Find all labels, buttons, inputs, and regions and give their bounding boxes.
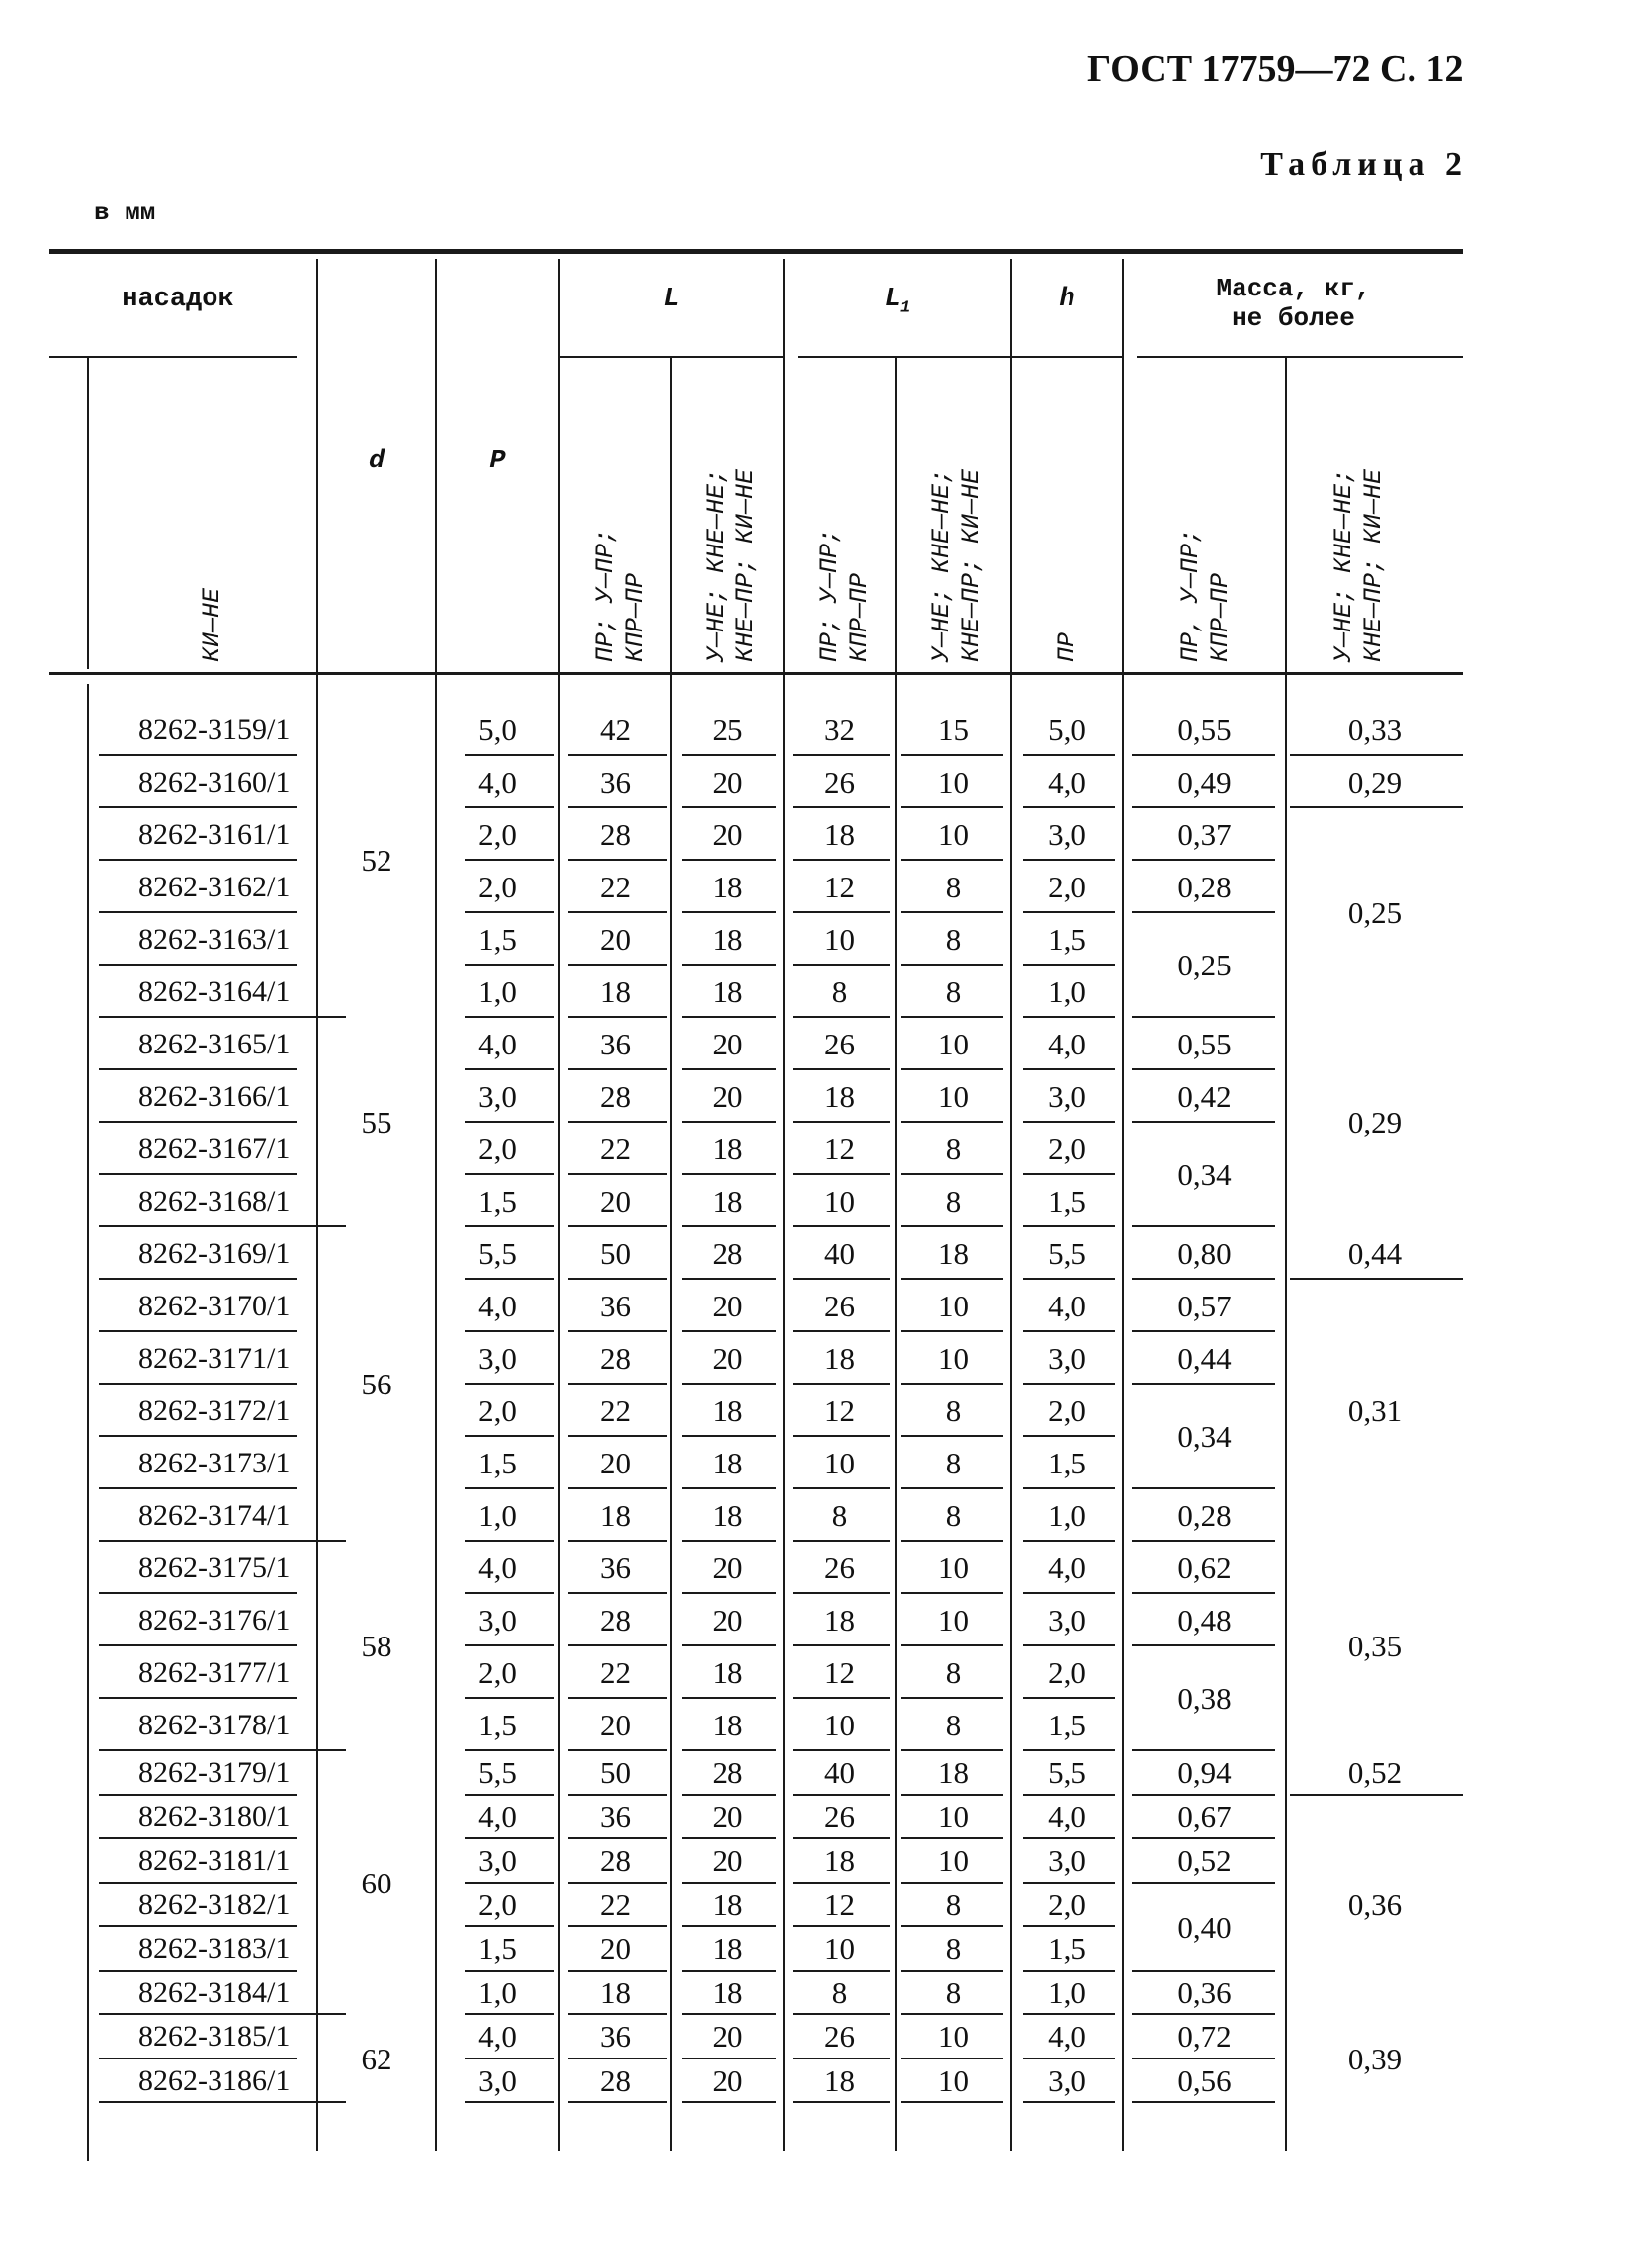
- mass_b_groups-cell: 0,29: [1347, 765, 1403, 799]
- cell-underline: [465, 2101, 554, 2103]
- mass_a_groups-cell: 0,37: [1177, 817, 1232, 852]
- cell-l-b: 18: [712, 870, 743, 904]
- cell-code: 8262-3162/1: [138, 871, 291, 903]
- mass_b_groups-cell: 0,52: [1347, 1755, 1403, 1790]
- header-L: L: [663, 285, 680, 314]
- cell-l-a: 22: [600, 1655, 631, 1690]
- cell-l1-a: 12: [824, 1655, 855, 1690]
- cell-p: 3,0: [478, 1843, 517, 1878]
- mass_a_groups-cell: 0,28: [1177, 1498, 1232, 1533]
- cell-l-b: 18: [712, 1446, 743, 1480]
- cell-l1-a: 18: [824, 1341, 855, 1376]
- mass_a_groups-cell: 0,94: [1177, 1755, 1232, 1790]
- cell-l1-b: 8: [945, 1446, 962, 1480]
- header-p: P: [489, 447, 506, 476]
- cell-h: 2,0: [1048, 1132, 1086, 1166]
- cell-p: 3,0: [478, 2062, 517, 2098]
- cell-p: 5,5: [478, 1755, 517, 1790]
- cell-l-a: 36: [600, 1551, 631, 1585]
- header-L1-b: У—НЕ; КНЕ—НЕ; КНЕ—ПР; КИ—НЕ: [927, 468, 985, 662]
- mass_a_groups-cell: 0,44: [1177, 1341, 1232, 1376]
- cell-underline: [682, 2101, 776, 2103]
- cell-l-b: 20: [712, 1027, 743, 1061]
- cell-h: 1,5: [1048, 1184, 1086, 1218]
- header-d: d: [368, 447, 385, 476]
- cell-l-b: 18: [712, 1132, 743, 1166]
- cell-code: 8262-3163/1: [138, 923, 291, 956]
- cell-l1-b: 8: [945, 1974, 962, 2010]
- cell-l-b: 18: [712, 1931, 743, 1966]
- d_groups-cell: 55: [361, 1105, 392, 1139]
- cell-l1-b: 10: [938, 1799, 969, 1834]
- cell-p: 1,5: [478, 1184, 517, 1218]
- cell-l1-a: 8: [831, 1498, 848, 1533]
- cell-l1-a: 40: [824, 1755, 855, 1790]
- mass_a_groups-cell: 0,62: [1177, 1551, 1232, 1585]
- cell-h: 3,0: [1048, 1341, 1086, 1376]
- d_groups-rule: [257, 2101, 346, 2103]
- cell-l-a: 28: [600, 1079, 631, 1114]
- mass_a_groups-cell: 0,34: [1177, 1419, 1232, 1454]
- cell-l-a: 18: [600, 1974, 631, 2010]
- cell-h: 1,5: [1048, 922, 1086, 957]
- cell-h: 3,0: [1048, 2062, 1086, 2098]
- cell-l1-b: 18: [938, 1755, 969, 1790]
- cell-l1-b: 10: [938, 765, 969, 799]
- cell-l1-b: 10: [938, 1341, 969, 1376]
- cell-l-a: 20: [600, 1931, 631, 1966]
- cell-l-b: 20: [712, 1843, 743, 1878]
- mass_a_groups-cell: 0,25: [1177, 948, 1232, 982]
- cell-h: 1,5: [1048, 1446, 1086, 1480]
- cell-h: 4,0: [1048, 2019, 1086, 2054]
- header-h: h: [1059, 285, 1075, 314]
- cell-l-b: 20: [712, 1341, 743, 1376]
- mass_a_groups-cell: 0,40: [1177, 1909, 1232, 1945]
- cell-l-a: 18: [600, 1498, 631, 1533]
- cell-code: 8262-3159/1: [138, 714, 291, 746]
- d_groups-cell: 52: [361, 843, 392, 878]
- cell-p: 4,0: [478, 1799, 517, 1834]
- cell-l-a: 20: [600, 1708, 631, 1742]
- cell-l-b: 20: [712, 2062, 743, 2098]
- cell-l1-b: 10: [938, 2019, 969, 2054]
- cell-p: 1,0: [478, 1498, 517, 1533]
- cell-l1-a: 26: [824, 1289, 855, 1323]
- units-label: в мм: [94, 198, 156, 227]
- cell-p: 3,0: [478, 1341, 517, 1376]
- cell-l1-a: 26: [824, 1551, 855, 1585]
- cell-l1-b: 8: [945, 870, 962, 904]
- cell-code: 8262-3169/1: [138, 1237, 291, 1270]
- cell-l1-b: 8: [945, 1931, 962, 1966]
- cell-h: 3,0: [1048, 1603, 1086, 1638]
- cell-l1-a: 10: [824, 1931, 855, 1966]
- cell-l-a: 50: [600, 1236, 631, 1271]
- cell-code: 8262-3161/1: [138, 818, 291, 851]
- d_groups-cell: 62: [361, 2042, 392, 2076]
- cell-p: 4,0: [478, 765, 517, 799]
- cell-l-b: 20: [712, 1551, 743, 1585]
- cell-l1-a: 18: [824, 817, 855, 852]
- header-L1-sub: 1: [900, 298, 911, 318]
- cell-l1-b: 10: [938, 1289, 969, 1323]
- cell-h: 1,0: [1048, 1974, 1086, 2010]
- mass_a_groups-rule: [1132, 2101, 1275, 2103]
- cell-l1-a: 40: [824, 1236, 855, 1271]
- mass_a_groups-cell: 0,80: [1177, 1236, 1232, 1271]
- cell-l-a: 36: [600, 1799, 631, 1834]
- cell-l1-b: 8: [945, 1184, 962, 1218]
- cell-p: 5,5: [478, 1236, 517, 1271]
- cell-p: 4,0: [478, 2019, 517, 2054]
- cell-code: 8262-3173/1: [138, 1447, 291, 1479]
- cell-l1-a: 18: [824, 1079, 855, 1114]
- cell-l-a: 20: [600, 1184, 631, 1218]
- cell-l1-a: 8: [831, 974, 848, 1009]
- mass_b_groups-cell: 0,33: [1347, 713, 1403, 747]
- cell-l1-b: 8: [945, 974, 962, 1009]
- cell-h: 2,0: [1048, 870, 1086, 904]
- cell-l-a: 36: [600, 2019, 631, 2054]
- mass_a_groups-cell: 0,36: [1177, 1974, 1232, 2010]
- cell-h: 5,5: [1048, 1236, 1086, 1271]
- cell-h: 3,0: [1048, 1843, 1086, 1878]
- cell-code: 8262-3185/1: [138, 2020, 291, 2053]
- d_groups-cell: 58: [361, 1629, 392, 1663]
- cell-h: 1,5: [1048, 1931, 1086, 1966]
- mass_b_groups-cell: 0,39: [1347, 2042, 1403, 2076]
- mass_a_groups-cell: 0,56: [1177, 2062, 1232, 2098]
- cell-l-b: 20: [712, 817, 743, 852]
- cell-code: 8262-3178/1: [138, 1709, 291, 1741]
- cell-h: 1,5: [1048, 1708, 1086, 1742]
- cell-l1-b: 15: [938, 713, 969, 747]
- cell-l-b: 20: [712, 765, 743, 799]
- cell-l1-b: 8: [945, 1393, 962, 1428]
- cell-l-b: 28: [712, 1755, 743, 1790]
- cell-l-b: 20: [712, 1603, 743, 1638]
- mass_a_groups-cell: 0,55: [1177, 713, 1232, 747]
- cell-l1-b: 10: [938, 1027, 969, 1061]
- cell-l-a: 36: [600, 1027, 631, 1061]
- cell-p: 2,0: [478, 1132, 517, 1166]
- cell-code: 8262-3167/1: [138, 1133, 291, 1165]
- mass_a_groups-cell: 0,28: [1177, 870, 1232, 904]
- cell-p: 1,0: [478, 1974, 517, 2010]
- header-nasadok: насадок: [122, 285, 234, 314]
- cell-h: 4,0: [1048, 1027, 1086, 1061]
- cell-l1-b: 8: [945, 1655, 962, 1690]
- cell-h: 2,0: [1048, 1887, 1086, 1922]
- header-L1-main: L: [884, 285, 900, 314]
- cell-h: 4,0: [1048, 1551, 1086, 1585]
- cell-p: 2,0: [478, 1393, 517, 1428]
- cell-l1-a: 18: [824, 2062, 855, 2098]
- cell-l1-a: 26: [824, 1027, 855, 1061]
- cell-l-a: 28: [600, 817, 631, 852]
- cell-l-b: 18: [712, 1974, 743, 2010]
- cell-l-b: 18: [712, 1655, 743, 1690]
- cell-l-a: 50: [600, 1755, 631, 1790]
- cell-code: 8262-3175/1: [138, 1552, 291, 1584]
- mass_b_groups-cell: 0,36: [1347, 1887, 1403, 1922]
- cell-code: 8262-3164/1: [138, 975, 291, 1008]
- cell-code: 8262-3179/1: [138, 1756, 291, 1789]
- cell-l1-b: 18: [938, 1236, 969, 1271]
- cell-l1-a: 12: [824, 1132, 855, 1166]
- cell-p: 1,5: [478, 1931, 517, 1966]
- mass_b_groups-cell: 0,35: [1347, 1629, 1403, 1663]
- cell-p: 4,0: [478, 1289, 517, 1323]
- cell-l1-b: 10: [938, 1603, 969, 1638]
- cell-code: 8262-3168/1: [138, 1185, 291, 1218]
- cell-l1-b: 8: [945, 1708, 962, 1742]
- cell-p: 1,0: [478, 974, 517, 1009]
- header-h-a: ПР: [1053, 631, 1081, 662]
- mass_a_groups-cell: 0,72: [1177, 2019, 1232, 2054]
- cell-l-a: 28: [600, 1341, 631, 1376]
- cell-l-a: 36: [600, 765, 631, 799]
- cell-underline: [1023, 2101, 1115, 2103]
- cell-h: 3,0: [1048, 1079, 1086, 1114]
- cell-code: 8262-3181/1: [138, 1844, 291, 1877]
- cell-p: 5,0: [478, 713, 517, 747]
- cell-l1-a: 26: [824, 765, 855, 799]
- header-L1-a: ПР; У—ПР; КПР—ПР: [815, 528, 874, 662]
- cell-code: 8262-3182/1: [138, 1888, 291, 1921]
- cell-h: 1,0: [1048, 1498, 1086, 1533]
- cell-l1-a: 8: [831, 1974, 848, 2010]
- cell-code: 8262-3174/1: [138, 1499, 291, 1532]
- cell-l1-b: 8: [945, 1887, 962, 1922]
- cell-l-b: 20: [712, 2019, 743, 2054]
- header-L-b: У—НЕ; КНЕ—НЕ; КНЕ—ПР; КИ—НЕ: [702, 468, 760, 662]
- cell-l1-a: 12: [824, 1393, 855, 1428]
- header-L-a: ПР; У—ПР; КПР—ПР: [591, 528, 649, 662]
- cell-code: 8262-3171/1: [138, 1342, 291, 1375]
- cell-l1-a: 18: [824, 1603, 855, 1638]
- cell-l-b: 28: [712, 1236, 743, 1271]
- cell-l-a: 22: [600, 870, 631, 904]
- cell-h: 3,0: [1048, 817, 1086, 852]
- cell-code: 8262-3184/1: [138, 1975, 291, 2009]
- cell-h: 5,5: [1048, 1755, 1086, 1790]
- cell-underline: [568, 2101, 667, 2103]
- cell-l1-b: 10: [938, 1079, 969, 1114]
- cell-l-b: 18: [712, 1498, 743, 1533]
- cell-l1-b: 10: [938, 1843, 969, 1878]
- mass_a_groups-cell: 0,49: [1177, 765, 1232, 799]
- cell-l-a: 22: [600, 1132, 631, 1166]
- cell-l-a: 28: [600, 1603, 631, 1638]
- header-mass-b: У—НЕ; КНЕ—НЕ; КНЕ—ПР; КИ—НЕ: [1329, 468, 1388, 662]
- cell-l1-b: 8: [945, 1498, 962, 1533]
- header-mass: Масса, кг, не более: [1216, 274, 1371, 333]
- mass_b_groups-cell: 0,44: [1347, 1236, 1403, 1271]
- cell-h: 1,0: [1048, 974, 1086, 1009]
- cell-code: 8262-3170/1: [138, 1290, 291, 1322]
- cell-p: 1,5: [478, 1708, 517, 1742]
- mass_a_groups-cell: 0,67: [1177, 1799, 1232, 1834]
- cell-l-b: 18: [712, 1393, 743, 1428]
- cell-l-b: 18: [712, 922, 743, 957]
- cell-p: 3,0: [478, 1603, 517, 1638]
- cell-l1-a: 10: [824, 1708, 855, 1742]
- cell-l-a: 20: [600, 1446, 631, 1480]
- cell-l-b: 18: [712, 974, 743, 1009]
- cell-l-b: 20: [712, 1799, 743, 1834]
- cell-l-b: 20: [712, 1079, 743, 1114]
- d_groups-cell: 56: [361, 1367, 392, 1401]
- cell-p: 2,0: [478, 1655, 517, 1690]
- mass_b_groups-cell: 0,25: [1347, 895, 1403, 930]
- d_groups-cell: 60: [361, 1866, 392, 1900]
- cell-l-b: 25: [712, 713, 743, 747]
- cell-l-b: 18: [712, 1887, 743, 1922]
- mass_b_groups-cell: 0,29: [1347, 1105, 1403, 1139]
- cell-l1-a: 10: [824, 1184, 855, 1218]
- cell-code: 8262-3177/1: [138, 1656, 291, 1689]
- data-table: [49, 249, 1463, 2166]
- cell-code: 8262-3180/1: [138, 1800, 291, 1833]
- header-mass-a: ПР, У—ПР; КПР—ПР: [1176, 528, 1235, 662]
- cell-l1-b: 10: [938, 1551, 969, 1585]
- cell-l-a: 28: [600, 2062, 631, 2098]
- mass_a_groups-cell: 0,55: [1177, 1027, 1232, 1061]
- table-body: [49, 249, 1463, 2166]
- cell-l-a: 28: [600, 1843, 631, 1878]
- cell-code: 8262-3186/1: [138, 2063, 291, 2097]
- cell-l-b: 20: [712, 1289, 743, 1323]
- cell-l1-a: 10: [824, 1446, 855, 1480]
- cell-l1-b: 10: [938, 2062, 969, 2098]
- cell-code: 8262-3183/1: [138, 1932, 291, 1965]
- cell-l1-a: 32: [824, 713, 855, 747]
- mass_a_groups-cell: 0,48: [1177, 1603, 1232, 1638]
- cell-p: 4,0: [478, 1551, 517, 1585]
- mass_b_groups-cell: 0,31: [1347, 1393, 1403, 1428]
- cell-h: 4,0: [1048, 1289, 1086, 1323]
- cell-l-a: 22: [600, 1393, 631, 1428]
- mass_a_groups-cell: 0,34: [1177, 1157, 1232, 1192]
- cell-l1-b: 8: [945, 922, 962, 957]
- cell-h: 4,0: [1048, 765, 1086, 799]
- mass_a_groups-cell: 0,38: [1177, 1681, 1232, 1716]
- cell-code: 8262-3176/1: [138, 1604, 291, 1637]
- cell-underline: [793, 2101, 890, 2103]
- cell-p: 4,0: [478, 1027, 517, 1061]
- cell-p: 3,0: [478, 1079, 517, 1114]
- cell-h: 4,0: [1048, 1799, 1086, 1834]
- header-ki-ne: КИ—НЕ: [198, 587, 226, 662]
- cell-code: 8262-3160/1: [138, 766, 291, 798]
- cell-h: 2,0: [1048, 1393, 1086, 1428]
- cell-underline: [901, 2101, 1003, 2103]
- cell-l-a: 36: [600, 1289, 631, 1323]
- cell-l1-b: 10: [938, 817, 969, 852]
- cell-p: 1,5: [478, 922, 517, 957]
- cell-code: 8262-3172/1: [138, 1394, 291, 1427]
- mass_a_groups-cell: 0,42: [1177, 1079, 1232, 1114]
- cell-l1-a: 12: [824, 870, 855, 904]
- cell-l-a: 20: [600, 922, 631, 957]
- cell-l1-a: 10: [824, 922, 855, 957]
- cell-l-a: 22: [600, 1887, 631, 1922]
- cell-h: 2,0: [1048, 1655, 1086, 1690]
- cell-p: 1,5: [478, 1446, 517, 1480]
- cell-l-a: 42: [600, 713, 631, 747]
- cell-l1-a: 12: [824, 1887, 855, 1922]
- cell-p: 2,0: [478, 817, 517, 852]
- cell-l1-a: 26: [824, 1799, 855, 1834]
- table-title: Таблица 2: [1260, 146, 1468, 183]
- cell-l-a: 18: [600, 974, 631, 1009]
- cell-l-b: 18: [712, 1184, 743, 1218]
- document-code: ГОСТ 17759—72 С. 12: [1087, 48, 1464, 90]
- cell-l1-a: 18: [824, 1843, 855, 1878]
- cell-l1-a: 26: [824, 2019, 855, 2054]
- cell-h: 5,0: [1048, 713, 1086, 747]
- cell-p: 2,0: [478, 1887, 517, 1922]
- cell-l-b: 18: [712, 1708, 743, 1742]
- mass_a_groups-cell: 0,52: [1177, 1843, 1232, 1878]
- cell-code: 8262-3165/1: [138, 1028, 291, 1060]
- cell-l1-b: 8: [945, 1132, 962, 1166]
- cell-p: 2,0: [478, 870, 517, 904]
- mass_a_groups-cell: 0,57: [1177, 1289, 1232, 1323]
- cell-code: 8262-3166/1: [138, 1080, 291, 1113]
